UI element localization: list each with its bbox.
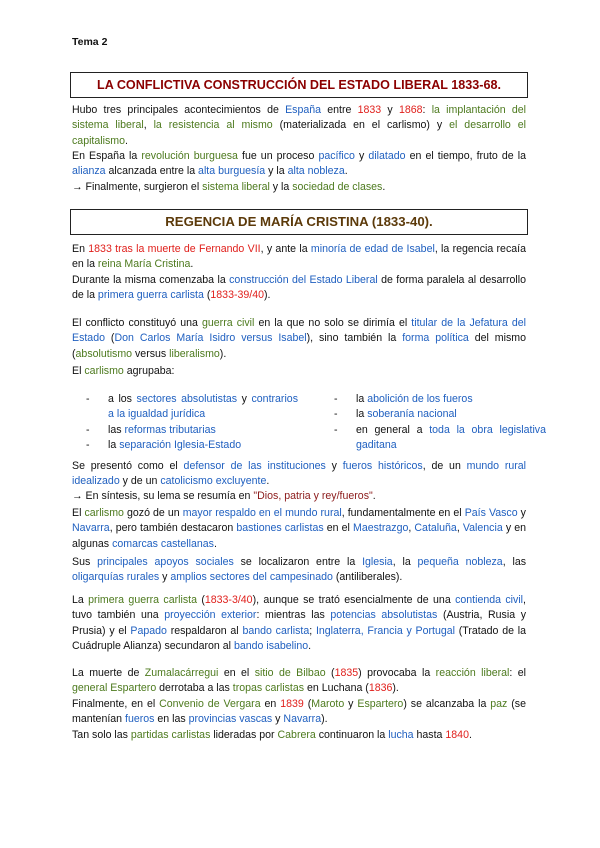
text-run: las bbox=[108, 423, 125, 436]
paragraph-defensor bbox=[72, 459, 526, 490]
text-run: Inglaterra, Francia y Portugal bbox=[315, 624, 456, 637]
text-run: La muerte de bbox=[72, 667, 145, 679]
bullet-dash: - bbox=[334, 393, 338, 405]
text-run: , pero también destacaron bbox=[109, 522, 237, 535]
text-run: , las bbox=[502, 556, 527, 568]
text-run: y bbox=[517, 507, 526, 519]
text-run: sociedad de clases bbox=[292, 181, 383, 193]
paragraph-apoyos-sociales bbox=[72, 555, 526, 586]
text-run: de forma paralela al desarrollo de la bbox=[72, 274, 526, 302]
text-run: Tan solo las bbox=[72, 729, 131, 741]
text-run: la resistencia al mismo bbox=[153, 119, 273, 132]
text-run: construcción del Estado Liberal bbox=[229, 274, 378, 286]
text-run: Cabrera bbox=[277, 729, 316, 741]
text-run: bando isabelino bbox=[233, 640, 309, 653]
list-item-text bbox=[108, 393, 298, 420]
bullet-dash: - bbox=[86, 439, 90, 452]
text-run: la bbox=[356, 393, 368, 405]
text-run: y bbox=[381, 104, 399, 116]
text-run: , bbox=[456, 522, 463, 535]
text-run: ( bbox=[196, 594, 205, 606]
text-run: , y ante la bbox=[260, 243, 311, 255]
text-run: toda la obra legislativa gaditana bbox=[356, 423, 546, 452]
text-run: y bbox=[354, 150, 369, 162]
text-run: alcanzada entre la bbox=[105, 165, 199, 178]
text-run: del mismo ( bbox=[72, 332, 526, 360]
bullet-dash: - bbox=[334, 423, 338, 436]
text-run: 1833-3/40 bbox=[204, 594, 253, 606]
text-run: respaldaron al bbox=[166, 624, 243, 637]
text-run: tropas carlistas bbox=[232, 682, 305, 695]
paragraph-finalmente-surgieron bbox=[72, 180, 526, 195]
text-run: potencias absolutistas bbox=[330, 609, 438, 622]
text-run: provincias vascas bbox=[188, 713, 273, 726]
paragraph-revolucion-burguesa bbox=[72, 149, 526, 180]
text-run: , tuvo también una bbox=[72, 594, 526, 622]
text-run: mayor respaldo en el mundo rural bbox=[182, 507, 342, 519]
text-run: 1840 bbox=[445, 729, 469, 741]
text-run: y de un bbox=[119, 475, 161, 488]
text-run: general Espartero bbox=[72, 682, 157, 695]
text-run: lideradas por bbox=[210, 729, 278, 741]
text-run: . bbox=[213, 537, 217, 550]
text-run: Cataluña bbox=[414, 522, 457, 535]
text-run: separación Iglesia-Estado bbox=[119, 439, 242, 452]
text-run: . bbox=[344, 165, 348, 178]
text-run: reacción liberal bbox=[435, 667, 510, 679]
text-run: alta burguesía bbox=[198, 165, 266, 178]
text-run: carlismo bbox=[84, 365, 124, 377]
text-run: alta nobleza bbox=[287, 165, 345, 178]
text-run: y bbox=[344, 698, 358, 710]
text-run: pacífico bbox=[318, 150, 355, 162]
text-run: guerra civil bbox=[202, 317, 255, 329]
text-run: versus bbox=[132, 347, 170, 360]
text-run: entre bbox=[321, 104, 358, 116]
text-run: continuaron la bbox=[315, 729, 389, 741]
text-run: sectores absolutistas bbox=[136, 393, 238, 405]
text-run: bando carlista bbox=[242, 624, 310, 637]
text-run: paz bbox=[490, 698, 508, 710]
text-run: : bbox=[422, 104, 432, 116]
text-run: bastiones carlistas bbox=[236, 522, 324, 535]
text-run: (materializada en el carlismo) y bbox=[272, 119, 450, 132]
text-run: 1833 bbox=[357, 104, 382, 116]
paragraph-regencia-intro bbox=[72, 242, 526, 273]
text-run: dilatado bbox=[368, 150, 406, 162]
text-run: , bbox=[408, 522, 415, 535]
text-run: se localizaron entre la bbox=[233, 556, 363, 568]
text-run: minoría de edad de Isabel bbox=[310, 243, 435, 255]
paragraph-respaldo-rural bbox=[72, 506, 526, 552]
text-run: en Luchana ( bbox=[304, 682, 369, 695]
text-run: fueros históricos bbox=[342, 460, 423, 472]
text-run: Finalmente, en el bbox=[72, 698, 160, 710]
text-run: Espartero bbox=[357, 698, 404, 710]
text-run: la implantación del sistema liberal bbox=[72, 104, 526, 132]
text-run: (Tratado de la Cuádruple Alianza) secundaron al bbox=[72, 624, 526, 653]
list-item bbox=[86, 438, 298, 453]
list-item bbox=[334, 392, 546, 407]
text-run: el desarrollo el capitalismo bbox=[72, 119, 526, 147]
text-run: Navarra bbox=[283, 713, 322, 726]
paragraph-cabrera bbox=[72, 728, 526, 743]
text-run: contrarios a la igualdad jurídica bbox=[108, 393, 298, 421]
text-run: La bbox=[72, 594, 89, 606]
text-run: fue un proceso bbox=[237, 150, 319, 162]
text-run: oligarquías rurales bbox=[72, 571, 160, 584]
text-run: Zumalacárregui bbox=[144, 667, 219, 679]
section-title-estado-liberal: LA CONFLICTIVA CONSTRUCCIÓN DEL ESTADO LIBERAL 1833-68. bbox=[70, 72, 528, 98]
text-run: gozó de un bbox=[123, 507, 183, 519]
text-run: derrotaba a las bbox=[156, 682, 233, 695]
text-run: → Finalmente, surgieron el bbox=[72, 181, 203, 193]
text-run: . bbox=[468, 729, 472, 741]
text-run: en el bbox=[323, 522, 353, 535]
text-run: → En síntesis, su lema se resumía en bbox=[72, 490, 254, 502]
text-run: en las bbox=[154, 713, 189, 726]
text-run: 1833 tras la muerte de Fernando VII bbox=[88, 243, 261, 255]
text-run: ). bbox=[264, 289, 271, 302]
list-item bbox=[334, 407, 546, 422]
text-run: a los bbox=[108, 393, 137, 405]
text-run: En bbox=[72, 243, 89, 255]
text-run: y bbox=[159, 571, 171, 584]
text-run: Maestrazgo bbox=[353, 522, 409, 535]
text-run: reina María Cristina bbox=[97, 258, 191, 271]
text-run: : mientras las bbox=[256, 609, 331, 622]
text-run: contienda civil bbox=[455, 594, 524, 606]
text-run: principales apoyos sociales bbox=[97, 556, 234, 568]
text-run: . bbox=[266, 475, 270, 488]
text-run: 1836 bbox=[368, 682, 393, 695]
text-run: comarcas castellanas bbox=[112, 537, 214, 550]
text-run: forma política bbox=[402, 332, 469, 345]
text-run: ), sino también la bbox=[306, 332, 403, 345]
list-item bbox=[86, 423, 298, 438]
text-run: Se presentó como el bbox=[72, 460, 184, 472]
paragraph-construccion-estado bbox=[72, 273, 526, 304]
text-run: En España la bbox=[72, 150, 142, 162]
text-run: en la que no solo se dirimía el bbox=[254, 317, 412, 329]
text-run: primera guerra carlista bbox=[97, 289, 204, 302]
list-item-text bbox=[108, 439, 241, 451]
text-run: y en algunas bbox=[72, 522, 527, 550]
text-run: ). bbox=[392, 682, 399, 695]
text-run: ; bbox=[309, 624, 316, 637]
text-run: carlismo bbox=[84, 507, 124, 519]
text-run: "Dios, patria y rey/fueros" bbox=[253, 490, 373, 502]
text-run: y la bbox=[265, 165, 288, 178]
text-run: , la regencia recaía en la bbox=[72, 243, 526, 271]
text-run: . bbox=[125, 134, 128, 147]
text-run: : el bbox=[509, 667, 527, 679]
paragraph-proyeccion-exterior bbox=[72, 593, 526, 655]
text-run: España bbox=[285, 104, 322, 116]
text-run: El bbox=[72, 365, 85, 377]
text-run: partidas carlistas bbox=[130, 729, 211, 741]
text-run: absolutismo bbox=[75, 347, 133, 360]
text-run: liberalismo bbox=[169, 347, 220, 360]
text-run: ( bbox=[325, 667, 335, 679]
text-run: ( bbox=[303, 698, 312, 710]
text-run: mundo rural idealizado bbox=[72, 460, 527, 488]
text-run: y bbox=[272, 713, 284, 726]
text-run: en el bbox=[218, 667, 255, 679]
text-run: (se mantenían bbox=[72, 698, 526, 726]
text-run: titular de la Jefatura del Estado bbox=[72, 317, 526, 345]
section-title-regencia: REGENCIA DE MARÍA CRISTINA (1833-40). bbox=[70, 209, 528, 235]
text-run: (antiliberales). bbox=[332, 571, 403, 584]
text-run: catolicismo excluyente bbox=[160, 475, 267, 488]
text-run: 1833-39/40 bbox=[210, 289, 264, 302]
text-run: ) provocaba la bbox=[358, 667, 436, 679]
text-run: Hubo tres principales acontecimientos de bbox=[72, 104, 286, 116]
text-run: fueros bbox=[125, 713, 155, 726]
text-run: soberanía nacional bbox=[367, 408, 457, 421]
text-run: primera guerra carlista bbox=[88, 594, 197, 606]
text-run: pequeña nobleza bbox=[417, 556, 503, 568]
text-run: ). bbox=[321, 713, 328, 726]
paragraph-zumalacarregui bbox=[72, 666, 526, 697]
bullet-dash: - bbox=[86, 423, 90, 436]
list-item-text bbox=[356, 424, 546, 451]
paragraph-lema bbox=[72, 489, 526, 504]
text-run: ( bbox=[104, 332, 115, 345]
text-run: en bbox=[260, 698, 281, 710]
text-run: . bbox=[308, 640, 312, 653]
text-run: 1868 bbox=[398, 104, 423, 116]
text-run: ( bbox=[203, 289, 211, 302]
bullet-dash: - bbox=[86, 393, 90, 405]
paragraph-convenio-vergara bbox=[72, 697, 526, 728]
text-run: . bbox=[190, 258, 194, 271]
text-run: País Vasco bbox=[464, 507, 518, 519]
text-run: abolición de los fueros bbox=[367, 393, 473, 405]
text-run: Iglesia bbox=[362, 556, 393, 568]
text-run: El bbox=[72, 507, 85, 519]
text-run: sistema liberal bbox=[202, 181, 270, 193]
text-run: proyección exterior bbox=[164, 609, 257, 622]
list-item bbox=[86, 392, 298, 423]
text-run: en general a bbox=[356, 423, 430, 436]
text-run: y bbox=[237, 393, 252, 405]
text-run: , fundamentalmente en el bbox=[341, 507, 465, 519]
carlismo-list-right bbox=[334, 392, 546, 454]
text-run: 1835 bbox=[334, 667, 359, 679]
text-run: . bbox=[372, 490, 376, 502]
list-item-text bbox=[356, 393, 473, 405]
text-run: ), aunque se trató esencialmente de una bbox=[252, 594, 456, 606]
text-run: Maroto bbox=[311, 698, 345, 710]
topic-label: Tema 2 bbox=[72, 36, 108, 48]
text-run: Sus bbox=[72, 556, 98, 568]
text-run: , la bbox=[392, 556, 418, 568]
text-run: El conflicto constituyó una bbox=[72, 317, 202, 329]
paragraph-acontecimientos bbox=[72, 103, 526, 149]
text-run: ). bbox=[219, 347, 227, 360]
text-run: agrupaba: bbox=[123, 365, 175, 377]
text-run: Convenio de Vergara bbox=[159, 698, 261, 710]
text-run: ) se alcanzaba la bbox=[403, 698, 491, 710]
text-run: sitio de Bilbao bbox=[254, 667, 326, 679]
text-run: en el tiempo, fruto de la bbox=[405, 150, 527, 162]
list-item-text bbox=[356, 408, 457, 420]
text-run: alianza bbox=[72, 165, 106, 178]
bullet-dash: - bbox=[334, 408, 338, 421]
text-run: 1839 bbox=[280, 698, 304, 710]
paragraph-conflicto bbox=[72, 316, 526, 362]
paragraph-carlismo-agrupaba bbox=[72, 364, 526, 379]
text-run: reformas tributarias bbox=[124, 423, 216, 436]
text-run: Navarra bbox=[72, 522, 110, 535]
list-item-text bbox=[108, 424, 216, 436]
carlismo-list-left bbox=[86, 392, 298, 454]
text-run: (Austria, Rusia y Prusia) y el bbox=[72, 609, 527, 637]
text-run: Don Carlos María Isidro versus Isabel bbox=[114, 332, 307, 345]
text-run: . bbox=[382, 181, 386, 193]
text-run: revolución burguesa bbox=[141, 150, 238, 162]
text-run: y la bbox=[269, 181, 293, 193]
list-item bbox=[334, 423, 546, 454]
text-run: amplios sectores del campesinado bbox=[170, 571, 333, 584]
text-run: la bbox=[108, 439, 120, 452]
text-run: la bbox=[356, 408, 368, 421]
text-run: hasta bbox=[413, 729, 446, 741]
text-run: Papado bbox=[130, 624, 167, 637]
text-run: Durante la misma comenzaba la bbox=[72, 274, 230, 286]
text-run: , de un bbox=[422, 460, 467, 472]
text-run: lucha bbox=[388, 729, 414, 741]
text-run: Valencia bbox=[462, 522, 503, 535]
text-run: , bbox=[143, 119, 154, 132]
text-run: y bbox=[325, 460, 343, 472]
text-run: defensor de las instituciones bbox=[183, 460, 326, 472]
